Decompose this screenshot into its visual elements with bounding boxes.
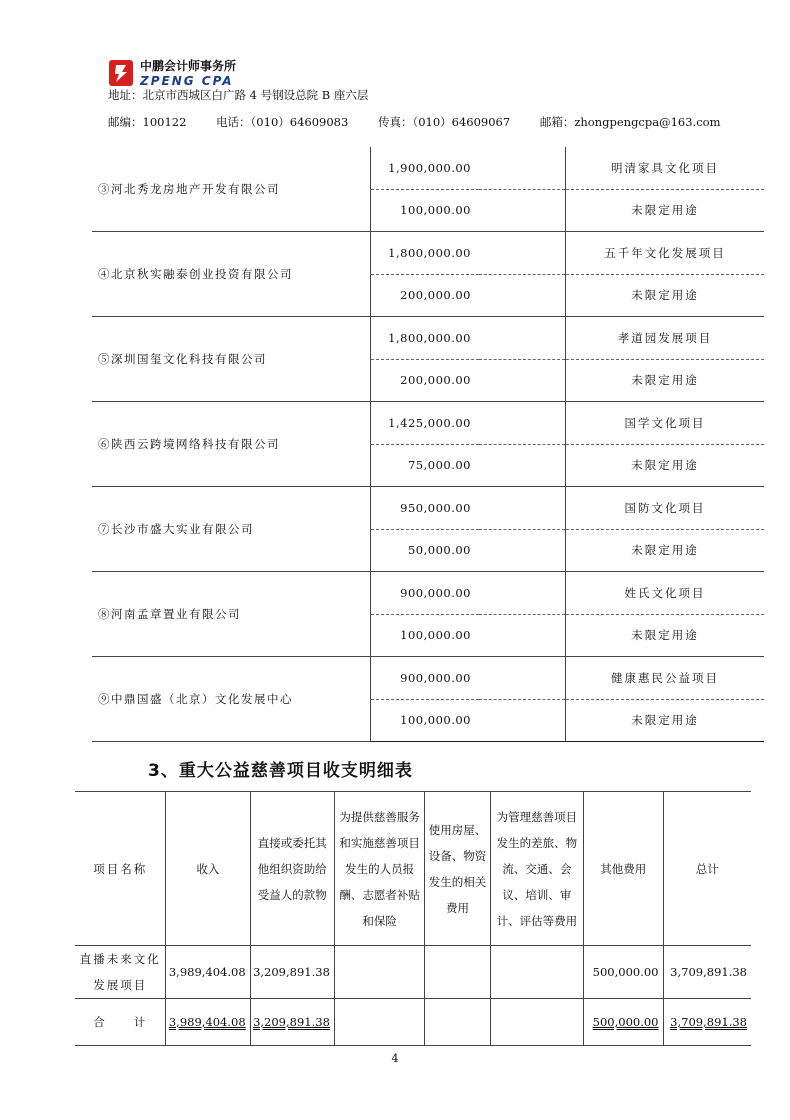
donor-purpose: 五千年文化发展项目 [566,232,765,275]
donor-amount: 1,800,000.00 [371,232,480,275]
project-other: 500,000.00 [584,946,663,999]
donor-purpose: 未限定用途 [566,444,765,487]
donor-amount: 200,000.00 [371,274,480,317]
donor-purpose: 未限定用途 [566,359,765,402]
section-title: 3、重大公益慈善项目收支明细表 [148,761,413,781]
donor-name: ⑥陕西云跨境网络科技有限公司 [92,402,371,487]
total-label: 合 计 [75,999,166,1046]
total-income: 3,989,404.08 [166,999,250,1046]
total-staff [334,999,424,1046]
firm-address: 地址：北京市西城区白广路 4 号钢设总院 B 座六层 [108,88,369,102]
table-cell [479,317,566,360]
donor-amount: 1,800,000.00 [371,317,480,360]
firm-name-cn: 中鹏会计师事务所 [140,58,237,73]
total-facility [425,999,490,1046]
table-row [92,402,764,445]
donor-amount: 50,000.00 [371,529,480,572]
donor-name: ⑦长沙市盛大实业有限公司 [92,487,371,572]
donor-purpose: 健康惠民公益项目 [566,657,765,700]
donor-amount: 75,000.00 [371,444,480,487]
col-header-project: 项目名称 [75,792,166,946]
donor-purpose: 未限定用途 [566,189,765,232]
donor-amount: 900,000.00 [371,657,480,700]
table-cell [479,359,566,402]
donor-name: ⑤深圳国玺文化科技有限公司 [92,317,371,402]
project-table [75,791,751,1046]
firm-contact [108,114,746,130]
donor-amount: 1,425,000.00 [371,402,480,445]
table-cell [479,572,566,615]
firm-logo-icon [108,58,134,88]
table-row [92,657,764,700]
table-row [92,147,764,189]
donor-amount: 100,000.00 [371,189,480,232]
donor-amount: 1,900,000.00 [371,147,480,189]
total-row [75,999,751,1046]
project-total: 3,709,891.38 [663,946,751,999]
table-cell [479,487,566,530]
project-admin [490,946,583,999]
col-header-admin: 为管理慈善项目发生的差旅、物流、交通、会议、培训、审计、评估等费用 [490,792,583,946]
total-admin [490,999,583,1046]
donor-amount: 950,000.00 [371,487,480,530]
donor-amount: 100,000.00 [371,614,480,657]
page-number: 4 [391,1052,399,1065]
col-header-facility: 使用房屋、设备、物资发生的相关费用 [425,792,490,946]
donor-purpose: 孝道园发展项目 [566,317,765,360]
table-cell [479,444,566,487]
donor-purpose: 未限定用途 [566,529,765,572]
table-cell [479,699,566,742]
donor-amount: 900,000.00 [371,572,480,615]
table-row [92,317,764,360]
col-header-other: 其他费用 [584,792,663,946]
table-cell [479,529,566,572]
project-facility [425,946,490,999]
firm-name-en: ZPENG CPA [140,73,234,88]
table-cell [479,614,566,657]
table-cell [479,147,566,189]
project-table-header [75,792,751,946]
fax: 传真：（010）64609067 [377,115,511,129]
table-cell [479,274,566,317]
postcode: 邮编：100122 [108,115,187,129]
project-income: 3,989,404.08 [166,946,250,999]
project-grants: 3,209,891.38 [250,946,334,999]
donor-purpose: 未限定用途 [566,274,765,317]
donor-purpose: 国学文化项目 [566,402,765,445]
table-cell [479,402,566,445]
table-row [75,946,751,999]
phone: 电话：（010）64609083 [216,115,349,129]
email: 邮箱：zhongpengcpa@163.com [539,115,721,129]
project-name: 直播未来文化发展项目 [75,946,166,999]
total-grants: 3,209,891.38 [250,999,334,1046]
col-header-income: 收入 [166,792,250,946]
donor-name: ③河北秀龙房地产开发有限公司 [92,147,371,232]
table-cell [479,232,566,275]
donor-purpose: 姓氏文化项目 [566,572,765,615]
donor-name: ⑧河南孟章置业有限公司 [92,572,371,657]
donor-name: ⑨中鼎国盛（北京）文化发展中心 [92,657,371,742]
donor-purpose: 国防文化项目 [566,487,765,530]
donor-purpose: 明清家具文化项目 [566,147,765,189]
total-other: 500,000.00 [584,999,663,1046]
donor-purpose: 未限定用途 [566,614,765,657]
table-row [92,487,764,530]
firm-logo [108,55,708,91]
col-header-grants: 直接或委托其他组织资助给受益人的款物 [250,792,334,946]
table-cell [479,189,566,232]
table-row [92,232,764,275]
project-staff [334,946,424,999]
letterhead [108,55,708,91]
donor-name: ④北京秋实融泰创业投资有限公司 [92,232,371,317]
donor-table [92,147,764,742]
col-header-total: 总计 [663,792,751,946]
table-row [92,572,764,615]
table-cell [479,657,566,700]
donor-purpose: 未限定用途 [566,699,765,742]
donor-amount: 200,000.00 [371,359,480,402]
col-header-staff: 为提供慈善服务和实施慈善项目发生的人员报酬、志愿者补贴和保险 [334,792,424,946]
donor-amount: 100,000.00 [371,699,480,742]
total-total: 3,709,891.38 [663,999,751,1046]
